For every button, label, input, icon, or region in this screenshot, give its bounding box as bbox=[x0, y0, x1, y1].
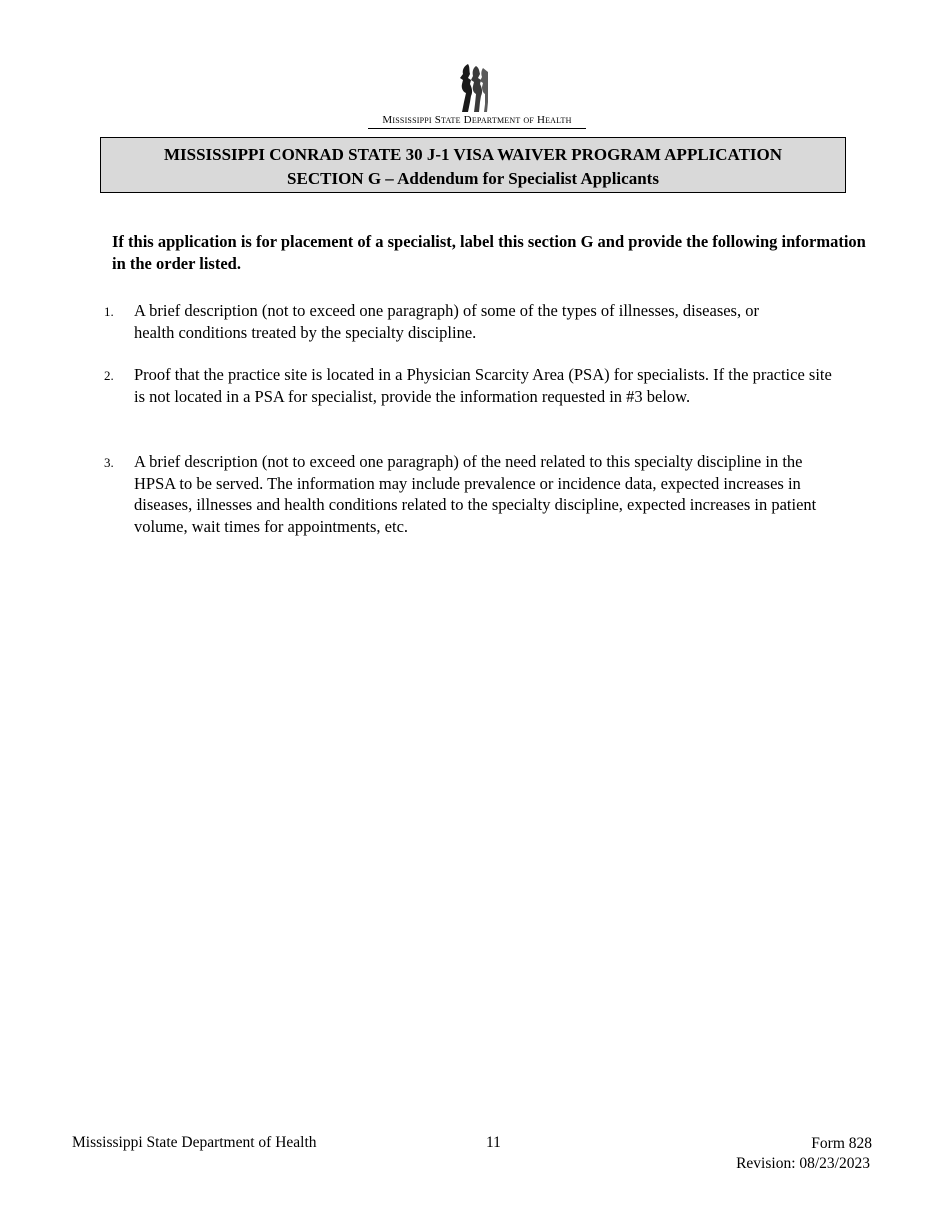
list-item bbox=[104, 300, 844, 343]
list-item-text: A brief description (not to exceed one paragraph) of the need related to this specialty discipline in the HPSA to be served. The information may include prevalence or incidence data, expected increases in diseases, illnesses and health conditions related to the specialty discipline, expected increases in patient volume, wait times for appointments, etc. bbox=[134, 452, 817, 536]
list-item-number: 2. bbox=[104, 368, 114, 383]
msdh-logo bbox=[368, 62, 586, 132]
title-line-1: MISSISSIPPI CONRAD STATE 30 J-1 VISA WAIVER PROGRAM APPLICATION bbox=[163, 145, 783, 164]
list-item bbox=[104, 451, 844, 537]
footer-page-number: 11 bbox=[486, 1134, 501, 1151]
section-title-box bbox=[100, 137, 846, 193]
footer-organization: Mississippi State Department of Health bbox=[72, 1134, 317, 1151]
intro-instructions: If this application is for placement of a specialist, label this section G and provide the following information in the order listed. bbox=[112, 232, 866, 273]
list-item-text: A brief description (not to exceed one paragraph) of some of the types of illnesses, diseases, or health conditions treated by the specialty discipline. bbox=[134, 301, 759, 342]
logo-text: Mississippi State Department of Health bbox=[368, 114, 586, 129]
list-item-number: 3. bbox=[104, 455, 114, 470]
list-item bbox=[104, 364, 844, 407]
footer-revision: Revision: 08/23/2023 bbox=[736, 1155, 870, 1172]
footer-form-info bbox=[736, 1134, 872, 1174]
list-item-number: 1. bbox=[104, 304, 114, 319]
msdh-profiles-logo-icon bbox=[454, 62, 488, 114]
footer-form-number: Form 828 bbox=[811, 1135, 872, 1152]
title-line-2: SECTION G – Addendum for Specialist Applicants bbox=[287, 169, 659, 188]
list-item-text: Proof that the practice site is located in a Physician Scarcity Area (PSA) for specialists. If the practice site is not located in a PSA for specialist, provide the information requested in #3 below. bbox=[134, 365, 832, 406]
